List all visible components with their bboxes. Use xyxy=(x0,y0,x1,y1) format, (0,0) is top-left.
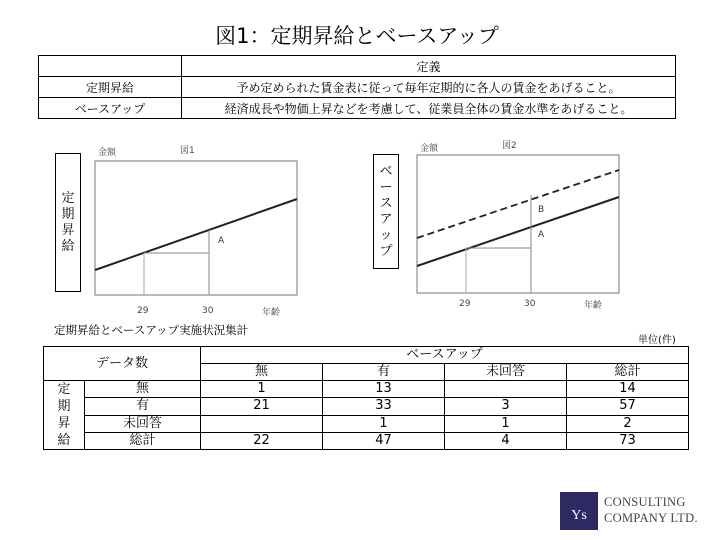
table-cell: 4 xyxy=(445,432,567,449)
row-group-char: 期 xyxy=(57,399,71,414)
company-logo xyxy=(560,492,700,532)
table-cell: 57 xyxy=(567,398,689,415)
logo-line2: COMPANY LTD. xyxy=(604,511,698,525)
table-cell: 3 xyxy=(445,398,567,415)
table-row xyxy=(44,415,689,432)
logo-mark-text: Ys xyxy=(571,508,587,523)
column-header: 有 xyxy=(323,364,445,381)
chart1-xtick-29: 29 xyxy=(137,306,149,316)
logo-mark xyxy=(560,492,598,530)
term-cell: ベースアップ xyxy=(39,98,182,119)
chart2-side-label xyxy=(373,154,399,269)
table-cell: 21 xyxy=(201,398,323,415)
table-cell: 73 xyxy=(567,432,689,449)
chart1-figure-label: 図1 xyxy=(180,146,195,156)
chart1-xlabel: 年齢 xyxy=(262,308,281,318)
table-row xyxy=(44,432,689,449)
table-row xyxy=(44,381,689,398)
table-row xyxy=(39,56,676,77)
table-cell xyxy=(445,381,567,398)
row-group-header xyxy=(44,381,85,450)
column-header: 総計 xyxy=(567,364,689,381)
column-header: 無 xyxy=(201,364,323,381)
corner-header: データ数 xyxy=(44,347,201,381)
chart2-plot-area xyxy=(417,155,619,293)
chart1-plot-area xyxy=(95,161,297,295)
term-cell: 定期昇給 xyxy=(39,77,182,98)
survey-caption: 定期昇給とベースアップ実施状況集計 xyxy=(54,323,249,337)
table-cell xyxy=(39,56,182,77)
chart2-xtick-30: 30 xyxy=(524,299,536,309)
table-cell: 1 xyxy=(201,381,323,398)
chart2-base-line xyxy=(417,197,619,266)
chart1-side-label-text: 定期昇給 xyxy=(61,190,75,254)
definition-table xyxy=(38,55,676,119)
page-title: 図1：定期昇給とベースアップ xyxy=(215,24,499,48)
table-cell: 22 xyxy=(201,432,323,449)
table-cell: 33 xyxy=(323,398,445,415)
row-group-char: 昇 xyxy=(57,416,71,431)
logo-line1: CONSULTING xyxy=(604,495,686,509)
chart1-ylabel: 金額 xyxy=(98,148,117,158)
chart2-xlabel: 年齢 xyxy=(584,301,603,311)
chart1-xtick-30: 30 xyxy=(202,306,214,316)
table-cell: 47 xyxy=(323,432,445,449)
unit-label: 単位(件) xyxy=(638,335,676,346)
table-cell: 14 xyxy=(567,381,689,398)
definition-cell: 予め定められた賃金表に従って毎年定期的に各人の賃金をあげること。 xyxy=(182,77,676,98)
row-header: 総計 xyxy=(85,432,201,449)
chart2-figure-label: 図2 xyxy=(502,141,517,151)
chart2-annotation-b: B xyxy=(538,205,545,215)
column-group-header: ベースアップ xyxy=(201,347,689,364)
chart1-side-label xyxy=(55,153,81,292)
row-group-char: 定 xyxy=(57,382,71,397)
chart1-annotation-a: A xyxy=(218,236,225,246)
chart1-figure xyxy=(90,142,315,320)
table-row xyxy=(44,398,689,415)
row-header: 有 xyxy=(85,398,201,415)
survey-table xyxy=(43,346,689,450)
row-header: 未回答 xyxy=(85,415,201,432)
table-row xyxy=(39,77,676,98)
table-row xyxy=(44,347,689,364)
definition-cell: 経済成長や物価上昇などを考慮して、従業員全体の賃金水準をあげること。 xyxy=(182,98,676,119)
chart2-side-label-text: ベースアップ xyxy=(379,163,393,259)
row-group-char: 給 xyxy=(57,433,71,448)
table-cell: 1 xyxy=(445,415,567,432)
row-header: 無 xyxy=(85,381,201,398)
chart1-salary-line xyxy=(95,199,297,270)
table-cell xyxy=(201,415,323,432)
chart2-ylabel: 金額 xyxy=(420,144,439,154)
table-cell: 1 xyxy=(323,415,445,432)
chart2-raised-line xyxy=(417,170,619,238)
table-cell: 13 xyxy=(323,381,445,398)
column-header: 未回答 xyxy=(445,364,567,381)
table-cell: 2 xyxy=(567,415,689,432)
chart2-xtick-29: 29 xyxy=(459,299,471,309)
table-row xyxy=(39,98,676,119)
definition-header: 定義 xyxy=(182,56,676,77)
chart2-annotation-a: A xyxy=(538,230,545,240)
logo-wordmark xyxy=(604,494,698,526)
chart2-figure xyxy=(412,138,637,316)
